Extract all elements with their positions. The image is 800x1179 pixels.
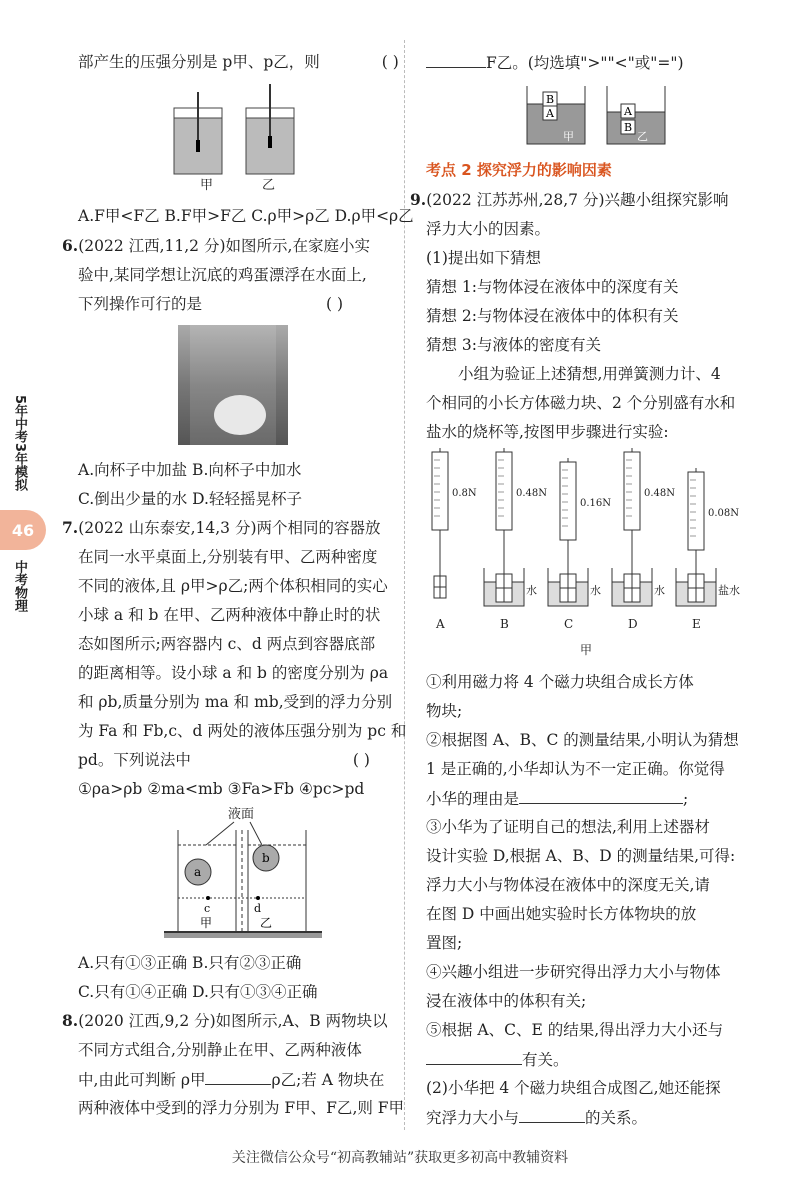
step-2c: [426, 788, 688, 809]
q8-text1: (2020 江西,9,2 分)如图所示,A、B 两物块以: [78, 1012, 388, 1030]
figure-caption: 甲: [580, 643, 593, 657]
q7-options-2: C.只有①④正确 D.只有①③④正确: [78, 983, 318, 1001]
q7-number: 7.: [62, 518, 79, 537]
q6-line2: 验中,某同学想让沉底的鸡蛋漂浮在水面上,: [78, 266, 367, 284]
step-2c-text: 小华的理由是: [426, 790, 520, 808]
q9-text1: (2022 江苏苏州,28,7 分)兴趣小组探究影响: [426, 191, 729, 209]
step-5b: [426, 1049, 569, 1070]
step-4a: ④兴趣小组进一步研究得出浮力大小与物体: [426, 963, 721, 981]
step-1a: ①利用磁力将 4 个磁力块组合成长方体: [426, 673, 694, 691]
footer-note: 关注微信公众号“初高教辅站”获取更多初高中教辅资料: [231, 1150, 569, 1166]
scale-reading: 0.48N: [516, 488, 548, 499]
q9-number: 9.: [410, 190, 427, 209]
setup-label: A: [436, 617, 445, 631]
spring-scale: [688, 472, 704, 550]
step-2a: ②根据图 A、B、C 的测量结果,小明认为猜想: [426, 731, 739, 749]
q8-line3: [78, 1069, 384, 1090]
guess-1: 猜想 1:与物体浸在液体中的深度有关: [426, 278, 679, 296]
q6-line3: [78, 294, 343, 314]
q9-para1: 小组为验证上述猜想,用弹簧测力计、4: [458, 365, 721, 383]
answer-blank[interactable]: [205, 1069, 271, 1085]
q8-line1: [62, 1011, 388, 1031]
fig8-label-yi: 乙: [637, 130, 648, 143]
spring-scale: [496, 452, 512, 530]
figure-q7: [160, 800, 330, 945]
answer-blank[interactable]: [426, 52, 486, 68]
q7-statements: ①ρa>ρb ②ma<mb ③Fa>Fb ④pc>pd: [78, 780, 365, 798]
fig5-label-jia: 甲: [200, 178, 214, 193]
step-3c: 浮力大小与物体浸在液体中的深度无关,请: [426, 876, 710, 894]
page-number: 46: [0, 510, 46, 550]
figure-q8: [525, 78, 675, 148]
q7-line5: 态如图所示;两容器内 c、d 两点到容器底部: [78, 635, 376, 653]
spring-scale: [432, 452, 448, 530]
liquid-label: 盐水: [718, 584, 740, 597]
scale-reading: 0.08N: [708, 508, 740, 519]
setup-label: B: [500, 617, 509, 631]
q7-line4: 小球 a 和 b 在甲、乙两种液体中静止时的状: [78, 606, 381, 624]
spring-scale: [624, 452, 640, 530]
q6-line1: [62, 236, 370, 256]
answer-blank[interactable]: [519, 1107, 585, 1123]
egg-photo: [178, 325, 288, 445]
q9-para3: 盐水的烧杯等,按图甲步骤进行实验:: [426, 423, 669, 441]
step-3d: 在图 D 中画出她实验时长方体物块的放: [426, 905, 697, 923]
subject-label: 中考物理: [12, 560, 27, 612]
q7-line1: [62, 518, 381, 538]
step-3b: 设计实验 D,根据 A、B、D 的测量结果,可得:: [426, 847, 736, 865]
step-2b: 1 是正确的,小华却认为不一定正确。你觉得: [426, 760, 725, 778]
fig7-point-c: c: [204, 902, 211, 915]
section-heading: 考点 2 探究浮力的影响因素: [426, 161, 612, 179]
answer-blank[interactable]: [426, 1049, 522, 1065]
q6-number: 6.: [62, 236, 79, 255]
q9-para2: 个相同的小长方体磁力块、2 个分别盛有水和: [426, 394, 736, 412]
fig8-block-a: A: [546, 107, 554, 120]
fig7-point-d: d: [254, 902, 262, 915]
step-4b: 浸在液体中的体积有关;: [426, 992, 587, 1010]
answer-paren: ( ): [381, 53, 399, 71]
q8-text-end: F乙。(均选填">""<"或"="): [486, 54, 684, 72]
liquid-label: 水: [590, 584, 601, 597]
fig7-label-jia: 甲: [200, 916, 213, 930]
q5-text: 部产生的压强分别是 p甲、p乙，则: [78, 53, 320, 71]
q8-text3a: 中,由此可判断 ρ甲: [78, 1071, 206, 1089]
q6-options-1: A.向杯子中加盐 B.向杯子中加水: [78, 461, 302, 479]
step-3a: ③小华为了证明自己的想法,利用上述器材: [426, 818, 710, 836]
q7-line3: 不同的液体,且 ρ甲>ρ乙;两个体积相同的实心: [78, 577, 388, 595]
figure-q5: [160, 82, 310, 197]
scale-reading: 0.8N: [452, 488, 477, 499]
q7-options-1: A.只有①③正确 B.只有②③正确: [78, 954, 302, 972]
fig8-block-b2: B: [624, 121, 633, 134]
q7-line9: [78, 750, 370, 770]
answer-paren: ( ): [326, 295, 344, 313]
answer-blank[interactable]: [519, 788, 683, 804]
step-5a: ⑤根据 A、C、E 的结果,得出浮力大小还与: [426, 1021, 724, 1039]
q8-continuation: [426, 52, 684, 73]
fig8-block-a2: A: [624, 105, 632, 118]
guess-2: 猜想 2:与物体浸在液体中的体积有关: [426, 307, 679, 325]
scale-reading: 0.16N: [580, 498, 612, 509]
figure-q9: [420, 448, 760, 663]
q7-line7: 和 ρb,质量分别为 ma 和 mb,受到的浮力分别: [78, 693, 393, 711]
q8-text3b: ρ乙;若 A 物块在: [271, 1071, 385, 1089]
fig8-label-jia: 甲: [563, 130, 574, 143]
liquid-label: 水: [654, 584, 665, 597]
q7-line6: 的距离相等。设小球 a 和 b 的密度分别为 ρa: [78, 664, 389, 682]
step-1b: 物块;: [426, 702, 463, 720]
part-2b-text: 究浮力大小与: [426, 1109, 520, 1127]
q9-line1: [410, 190, 729, 210]
fig7-label-yi: 乙: [260, 916, 273, 930]
book-title: 5年中考3年模拟: [12, 395, 27, 492]
part-2b-end: 的关系。: [585, 1109, 648, 1127]
q7-line8: 为 Fa 和 Fb,c、d 两处的液体压强分别为 pc 和: [78, 722, 407, 740]
part-2a: (2)小华把 4 个磁力块组合成图乙,她还能探: [426, 1079, 721, 1097]
fig7-surface-label: 液面: [228, 807, 255, 822]
q8-line4: 两种液体中受到的浮力分别为 F甲、F乙,则 F甲: [78, 1099, 405, 1117]
fig8-block-b-top: B: [546, 93, 555, 106]
fig7-ball-b: b: [262, 851, 270, 865]
column-divider: [404, 40, 405, 1130]
scale-reading: 0.48N: [644, 488, 676, 499]
liquid-label: 水: [526, 584, 537, 597]
guess-3: 猜想 3:与液体的密度有关: [426, 336, 602, 354]
q7-line2: 在同一水平桌面上,分别装有甲、乙两种密度: [78, 548, 378, 566]
q8-line2: 不同方式组合,分别静止在甲、乙两种液体: [78, 1041, 362, 1059]
setup-label: C: [564, 617, 574, 631]
q7-text9: pd。下列说法中: [78, 751, 191, 769]
q9-line2: 浮力大小的因素。: [426, 220, 551, 238]
q7-text1: (2022 山东泰安,14,3 分)两个相同的容器放: [78, 519, 381, 537]
spring-scale: [560, 462, 576, 540]
q9-part1: (1)提出如下猜想: [426, 249, 541, 267]
q5-options: A.F甲<F乙 B.F甲>F乙 C.ρ甲>ρ乙 D.ρ甲<ρ乙: [78, 207, 414, 225]
fig7-ball-a: a: [194, 865, 202, 879]
q6-options-2: C.倒出少量的水 D.轻轻摇晃杯子: [78, 490, 302, 508]
q6-text3: 下列操作可行的是: [78, 295, 203, 313]
step-2c-end: ;: [683, 790, 689, 808]
fig5-label-yi: 乙: [262, 178, 276, 193]
q6-text1: (2022 江西,11,2 分)如图所示,在家庭小实: [78, 237, 370, 255]
q8-number: 8.: [62, 1011, 79, 1030]
step-5b-text: 有关。: [522, 1051, 569, 1069]
part-2b: [426, 1107, 647, 1128]
answer-paren: ( ): [352, 751, 370, 769]
setup-label: E: [692, 617, 701, 631]
q5-tail: [78, 52, 399, 72]
setup-label: D: [628, 617, 638, 631]
step-3e: 置图;: [426, 934, 463, 952]
